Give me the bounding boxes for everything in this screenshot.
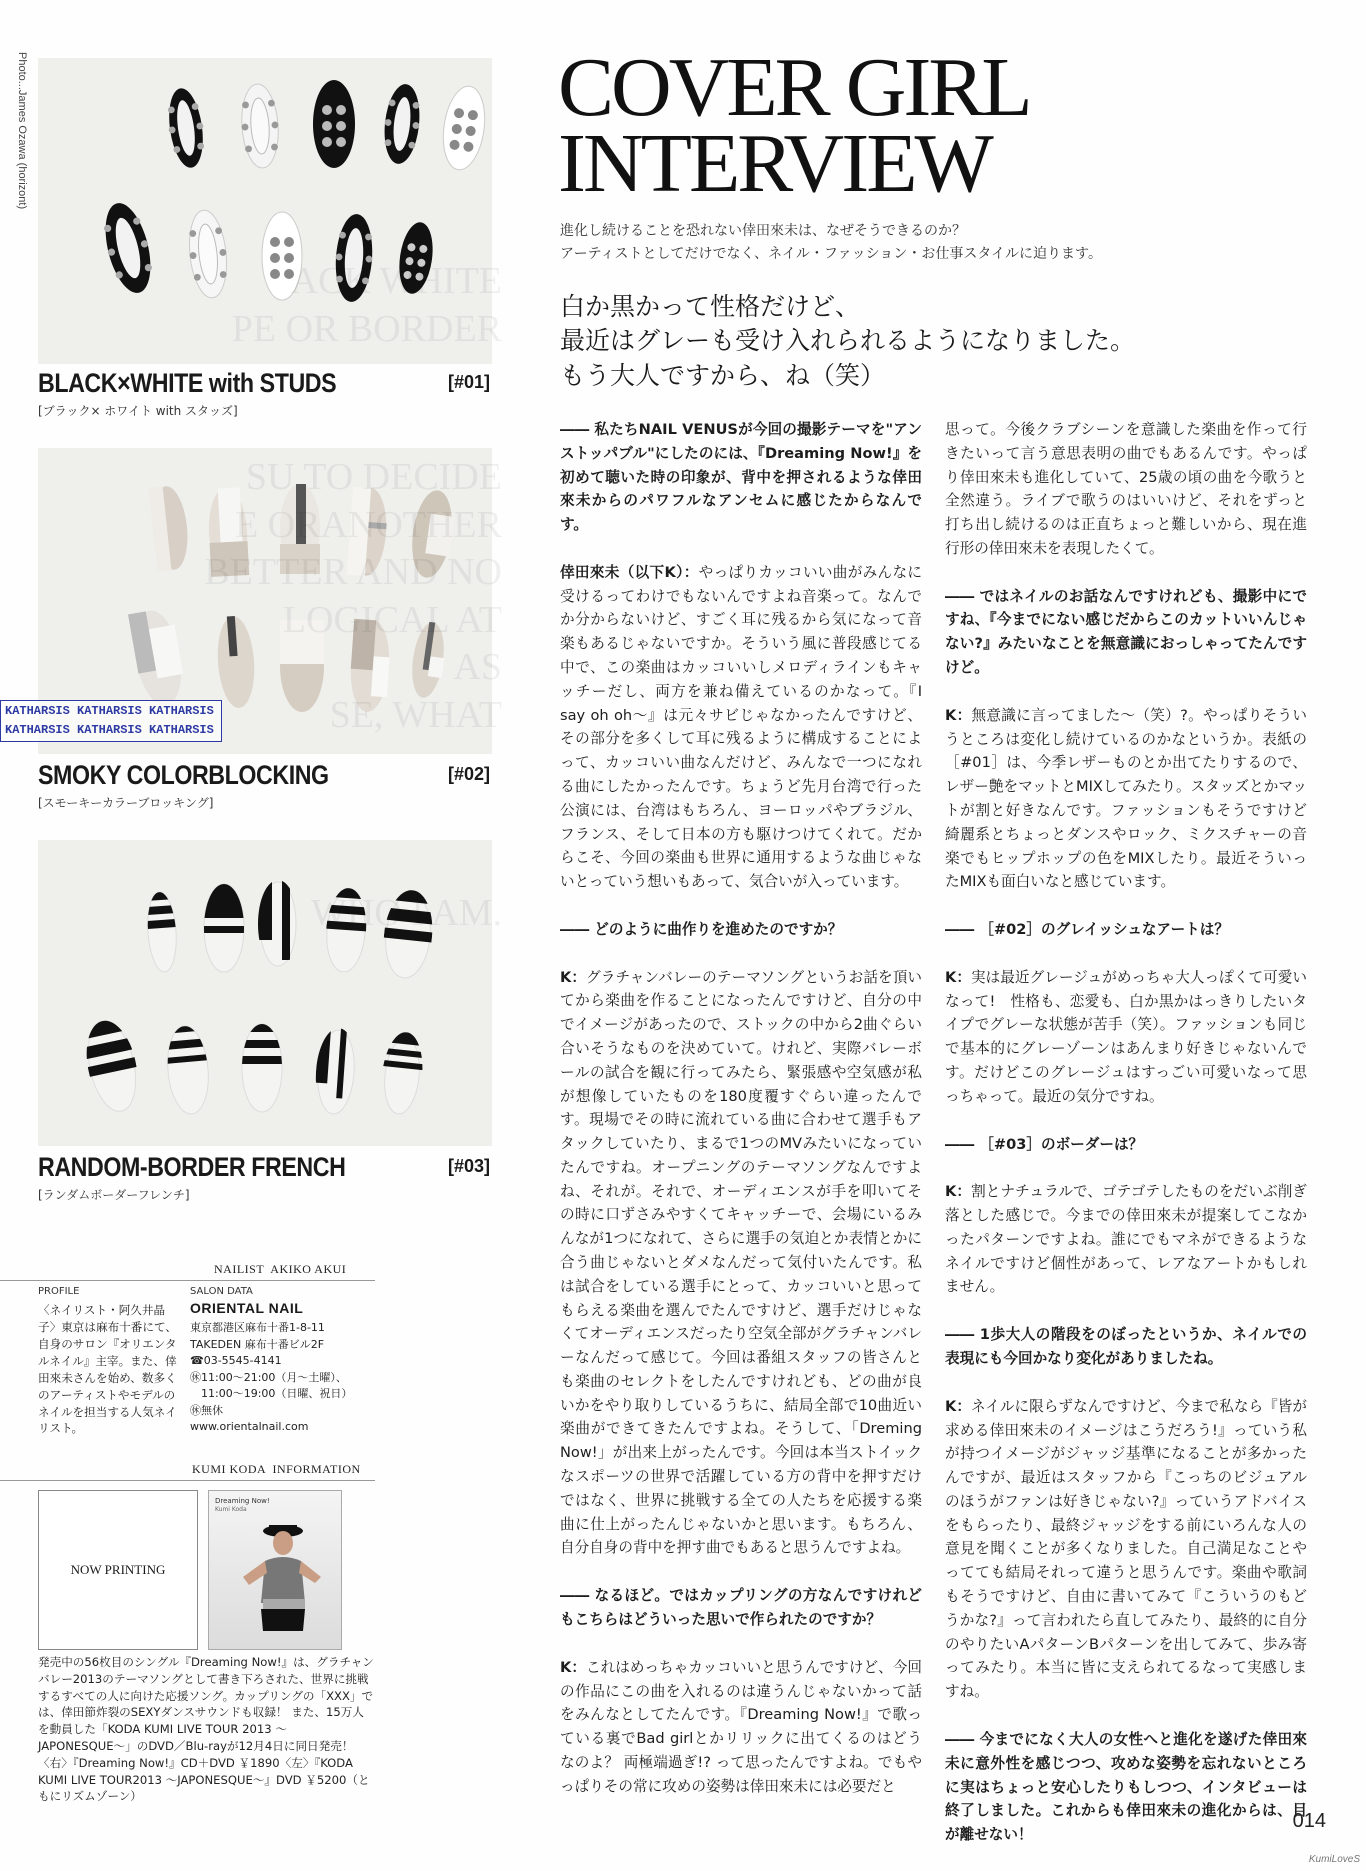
- speaker-label: K：: [945, 1397, 971, 1415]
- jacket-figure: [209, 1491, 341, 1649]
- salon-phone: ☎03-5545-4141: [190, 1354, 282, 1367]
- salon-label: SALON DATA: [190, 1286, 253, 1297]
- salon-details: [190, 1320, 390, 1436]
- photo-credit: Photo...James Ozawa (horizont): [16, 52, 28, 210]
- info-text: 発売中の56枚目のシングル『Dreaming Now!』は、グラチャンバレー2013のテーマソングとして書き下ろされた、世界に挑戦するすべての人に向けた応援ソング。カップリングの「XXX」では、倖田節炸裂のSEXYダンスサウンドも収録！ また、15万人を動員した「KODA KUMI LIVE TOUR 2013 〜JAPONESQUE〜」のDVD／Blu-rayが12月4日に同日発売！ 〈右〉『Dreaming Now!』CD＋DVD ￥1890〈左〉『KODA KUMI LIVE TOUR2013 〜JAPONESQUE〜』DVD ￥5200（ともにリズムゾーン）: [38, 1655, 374, 1804]
- headline-line-1: 白か黒かって性格だけど、: [560, 292, 861, 321]
- overlay-watermark-line-1: KATHARSIS KATHARSIS KATHARSIS: [5, 704, 214, 718]
- jacket-title: Dreaming Now!: [215, 1497, 270, 1505]
- nail-title-2: SMOKY COLORBLOCKING: [38, 760, 329, 790]
- salon-address: 東京都港区麻布十番1-8-11: [190, 1321, 325, 1334]
- kumi-answer: [945, 1395, 1307, 1704]
- lead-line-1: 進化し続けることを恐れない倖田來未は、なぜそうできるのか？: [560, 223, 966, 239]
- answer-text: ネイルに限らずなんですけど、今まで私なら『皆が求める倖田來未のイメージはこうだろう!』っていう私が持つイメージがジャッジ基準になることが多かったんですが、最近はスタッフから『こっちのビジュアルのほうがファンは好きじゃない?』っていうアドバイスをもらったり、最終ジャッジをする前にいろんな人の意見を聞くことが多くなりました。自己満足なことやってても結局それって違うと思うんです。楽曲や歌詞もそうですけど、自由に書いてみて『こういうのもどうかな?』って言われたら直してみたり、最終的に自分のやりたいAパターンBパターンを出してみて、歩み寄ってみたり。本当に皆に支えられてるなって実感しますね。: [945, 1397, 1307, 1701]
- interviewer-question: ―― 1歩大人の階段をのぼったというか、ネイルでの表現にも今回かなり変化がありましたね。: [945, 1326, 1307, 1367]
- kumi-answer: [945, 1180, 1307, 1299]
- profile-text: 〈ネイリスト・阿久井晶子〉東京は麻布十番にて、自身のサロン『オリエンタルネイル』主宰。また、倖田來未さんを始め、数多くのアーティストやモデルのネイルを担当する人気ネイリスト。: [38, 1303, 177, 1436]
- nail-number-1: [#01]: [448, 372, 491, 392]
- photo-bg-text: WHO I AM.: [310, 892, 502, 934]
- jacket-artist: Kumi Koda: [215, 1506, 247, 1513]
- kumi-answer: [945, 704, 1307, 894]
- page-number: 014: [1292, 1810, 1326, 1832]
- speaker-label: K：: [560, 1658, 586, 1676]
- salon-url: www.orientalnail.com: [190, 1420, 309, 1433]
- salon-hours-weekend: 11:00～19:00（日曜、祝日）: [190, 1387, 353, 1400]
- nail-art-borders: [38, 840, 492, 1146]
- now-printing-box: [38, 1490, 198, 1650]
- profile-label: PROFILE: [38, 1286, 80, 1297]
- interviewer-question: ―― なるほど。ではカップリングの方なんですけれどもこちらはどういった思いで作られたのですか？: [560, 1587, 922, 1628]
- nailist-header: NAILIST AKIKO AKUI: [214, 1262, 347, 1276]
- kumi-answer: [945, 418, 1307, 561]
- speaker-label: K：: [945, 706, 972, 724]
- salon-building: TAKEDEN 麻布十番ビル2F: [190, 1337, 325, 1351]
- salon-name: ORIENTAL NAIL: [190, 1300, 304, 1316]
- speaker-label: 倖田來未（以下K）：: [560, 563, 699, 581]
- overlay-watermark: [0, 700, 222, 742]
- kumi-answer: [560, 561, 922, 894]
- nail-subtitle-3: [ランダムボーダーフレンチ]: [38, 1188, 190, 1202]
- title-line-1: COVER GIRL: [558, 41, 1030, 134]
- nail-title-3: RANDOM-BORDER FRENCH: [38, 1152, 346, 1182]
- nail-subtitle-1: [ブラック× ホワイト with スタッズ]: [38, 404, 238, 418]
- info-header: KUMI KODA INFORMATION: [192, 1462, 361, 1476]
- headline-line-2: 最近はグレーも受け入れられるようになりました。: [560, 326, 1136, 356]
- nailist-divider: [0, 1280, 375, 1281]
- kumi-answer: [560, 1656, 922, 1799]
- interview-column-1: [560, 418, 922, 1822]
- answer-text: やっぱりカッコいい曲がみんなに受けるってわけでもないんですよね音楽って。なんでか分からないけど、すごく耳に残るから気になって音楽もあるじゃないですか。そういう風に普段感じてる中で、この楽曲はカッコいいしメロディラインもキャッチーだし、両方を兼ね備えているのかなって。『I say oh oh〜』は元々サビじゃなかったんですけど、その部分を多くして耳に残るように構成することによって、カッコいい曲なんだけど、みんなで一つになれる曲にしたかったんです。ちょうど先月台湾で行った公演には、台湾はもちろん、ヨーロッパやブラジル、フランス、そして日本の方も駆けつけてくれて。だからこそ、今回の楽曲も世界に通用するような曲じゃないとっていう想いもあって、気合いが入っています。: [560, 563, 922, 891]
- salon-hours-weekday: ㊡11:00～21:00（月～土曜）、: [190, 1370, 347, 1384]
- page-title: [558, 41, 1030, 210]
- nail-photo-1: [38, 58, 502, 364]
- answer-text: グラチャンバレーのテーマソングというお話を頂いてから楽曲を作ることになったんですけど、自分の中でイメージがあったので、ストックの中から2曲ぐらい合いそうなものを決めていて。けれど、実際バレーボールの試合を観に行ってみたら、緊張感や空気感が私が想像していたものを180度覆すぐらい違ったんです。現場でその時に流れている曲に合わせて選手もアタックしていたり、まるで1つのMVみたいになっていたんですね。オープニングのテーマソングなんですよね、それが。それで、オーディエンスが手を叩いてその時に口ずさみやすくてキャッチーで、会場にいるみんなが1つになれて、さらに選手の気迫とか表情とかに合う曲じゃないとダメなんだって気付いたんです。私は試合をしている選手にとって、カッコいいと思ってもらえる楽曲を選んでたんですけど、選手だけじゃなくてオーディエンスだったり空気全部がグラチャンバレーなんだって感じて。今回は番組スタッフの皆さんとも楽曲のセレクトをしたんですけれども、どの曲が良いかをやり取りしているうちに、結局全部で10曲近い楽曲ができてきたんですよね。そうして、「Dreming Now!」が出来上がったんです。今回は本当ストイックなスポーツの世界で活躍している方の背中を押すだけではなく、世界に挑戦する全ての人たちを応援する楽曲に仕上がったんじゃないかと思います。もちろん、自分自身の背中を押す曲でもあると思うんですよね。: [560, 968, 923, 1557]
- headline: [560, 290, 1135, 393]
- answer-text: 割とナチュラルで、ゴテゴテしたものをだいぶ削ぎ落とした感じで。今までの倖田來未が提案してこなかったパターンですよね。誰にでもマネができるようなネイルですけど個性があって、レアなアートかもしれません。: [945, 1183, 1307, 1296]
- interviewer-question: ―― 私たちNAIL VENUSが今回の撮影テーマを"アンストッパブル"にしたのには、『Dreaming Now!』を初めて聴いた時の印象が、背中を押されるような倖田來未からのパワフルなアンセムに感じたからなんです。: [560, 421, 922, 534]
- nail-subtitle-2: [スモーキーカラーブロッキング]: [38, 796, 214, 810]
- photo-bg-text: ACK WHITE PE OR BORDER: [231, 260, 502, 350]
- kumi-answer: [945, 966, 1307, 1109]
- answer-text: 実は最近グレージュがめっちゃ大人っぽくて可愛いなって! 性格も、恋愛も、白か黒かはっきりしたいタイプでグレーな状態が苦手（笑）。ファッションも同じで基本的にグレーゾーンはあんまり好きじゃないんです。だけどこのグレージュはすっごい可愛いなって思っちゃって。最近の気分ですね。: [945, 968, 1307, 1105]
- nail-title-1: BLACK×WHITE with STUDS: [38, 368, 337, 398]
- nail-number-3: [#03]: [448, 1156, 491, 1176]
- speaker-label: K：: [945, 968, 971, 986]
- nail-photo-3: [38, 840, 502, 1146]
- answer-text: 思って。今後クラブシーンを意識した楽曲を作って行きたいって言う意思表明の曲でもあるんです。やっぱり倖田來未も進化していて、25歳の頃の曲を今歌うと全然違う。ライブで歌うのはいいけど、それをずっと打ち出し続けるのは正直ちょっと難しいから、現在進行形の倖田來未を表現したくて。: [945, 421, 1307, 557]
- cd-jacket: [208, 1490, 342, 1650]
- scan-watermark: KumiLoveS: [1308, 1854, 1360, 1865]
- now-printing-label: NOW PRINTING: [70, 1562, 166, 1577]
- answer-text: これはめっちゃカッコいいと思うんですけど、今回の作品にこの曲を入れるのは違うんじゃないかって話をみんなとしてたんです。『Dreaming Now!』で歌っている裏でBad girlとかリリックに出てくるのはどうなのよ？ 両極端過ぎ!? って思ったんですよね。でもやっぱりその常に攻めの姿勢は倖田來未には必要だと: [560, 1658, 922, 1795]
- interviewer-question: ―― 今までになく大人の女性へと進化を遂げた倖田來未に意外性を感じつつ、攻めな姿勢を忘れないところに実はちょっと安心したりもしつつ、インタビューは終了しました。これからも倖田來未の進化からは、目が離せない！: [945, 1730, 1307, 1844]
- kumi-answer: [560, 966, 922, 1561]
- lead-line-2: アーティストとしてだけでなく、ネイル・ファッション・お仕事スタイルに迫ります。: [560, 246, 1102, 263]
- interviewer-question: ―― ［#03］のボーダーは？: [945, 1135, 1144, 1153]
- nail-number-2: [#02]: [448, 764, 491, 784]
- interview-column-2: [945, 418, 1307, 1871]
- interviewer-question: ―― ［#02］のグレイッシュなアートは？: [945, 921, 1229, 939]
- lead-text: [560, 220, 1102, 266]
- speaker-label: K：: [945, 1183, 972, 1201]
- title-line-2: INTERVIEW: [558, 116, 991, 210]
- speaker-label: K：: [560, 968, 587, 986]
- answer-text: 無意識に言ってました〜（笑）?。やっぱりそういうところは変化し続けているのかなというか。表紙の［#01］は、今季レザーものとか出てたりするので、レザー艶をマットとMIXしてみたり。スタッズとかマットが割と好きなんです。ファッションもそうですけど綺麗系とちょっとダンスやロック、ミクスチャーの音楽でもヒップホップの色をMIXしたり。最近そういったMIXも面白いなと感じています。: [945, 706, 1308, 891]
- info-divider: [0, 1480, 375, 1481]
- interviewer-question: ―― ではネイルのお話なんですけれども、撮影中にですね、『今までにない感じだからこのカットいいんじゃない?』みたいなことを無意識におっしゃってたんですけど。: [945, 587, 1307, 677]
- salon-holiday: ㊡無休: [190, 1403, 223, 1417]
- overlay-watermark-line-2: KATHARSIS KATHARSIS KATHARSIS: [5, 723, 214, 738]
- interviewer-question: ―― どのように曲作りを進めたのですか？: [560, 920, 843, 938]
- photo-bg-text: SU TO DECIDE E ORANOTHER BETTER AND NO LOGICAL AT AS SE, WHAT: [204, 456, 502, 736]
- headline-line-3: もう大人ですから、ね（笑）: [560, 360, 886, 390]
